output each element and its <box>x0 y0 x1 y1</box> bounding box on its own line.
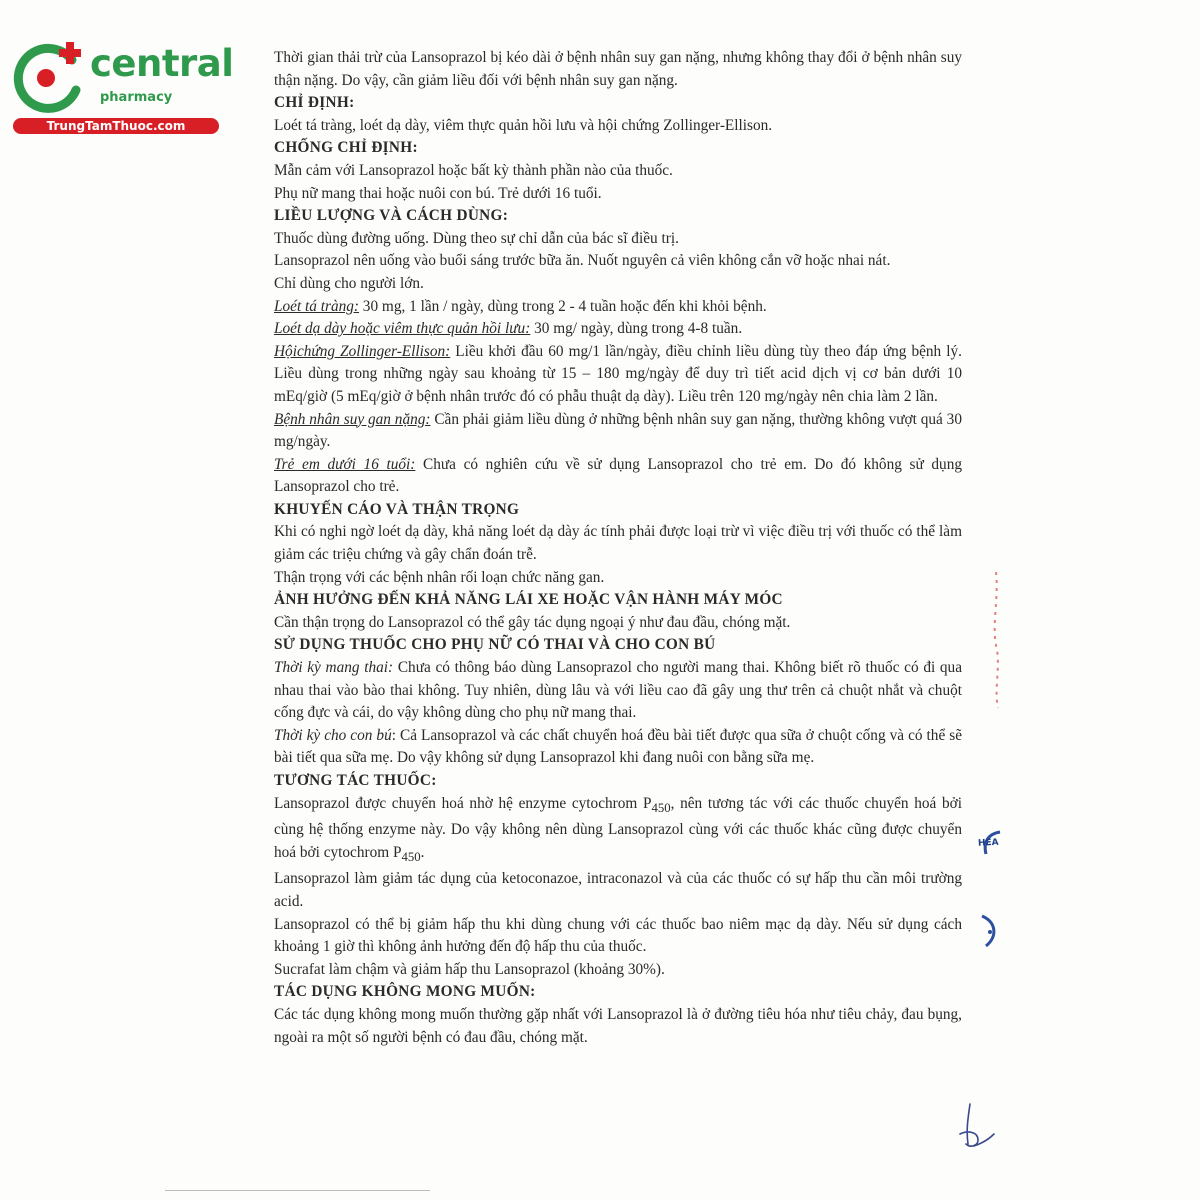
blue-stamp-text: HEA <box>977 837 999 849</box>
section-heading-dosage: LIỀU LƯỢNG VÀ CÁCH DÙNG: <box>274 207 509 225</box>
logo-banner: TrungTamThuoc.com <box>13 118 219 134</box>
driving-text: Cần thận trọng do Lansoprazol có thể gây tác dụng ngoại ý như đau đầu, chóng mặt. <box>274 613 791 631</box>
pharmacy-logo[interactable] <box>10 38 234 138</box>
dosage-item-label: Hộichứng Zollinger-Ellison: <box>274 342 451 360</box>
warnings-line: Thận trọng với các bệnh nhân rối loạn chức năng gan. <box>274 568 605 586</box>
contraindications-line: Mẫn cảm với Lansoprazol hoặc bất kỳ thành phần nào của thuốc. <box>274 161 673 179</box>
dosage-line: Thuốc dùng đường uống. Dùng theo sự chỉ dẫn của bác sĩ điều trị. <box>274 229 679 247</box>
dosage-item-label: Loét dạ dày hoặc viêm thực quản hồi lưu: <box>274 320 531 338</box>
side-effects-text: Các tác dụng không mong muốn thường gặp nhất với Lansoprazol là ở đường tiêu hóa như tiêu chảy, đau bụng, ngoài ra một số người bệnh có đau đầu, chóng mặt. <box>274 1006 962 1046</box>
interactions-paragraph <box>274 793 962 869</box>
dosage-item-text: Liều khởi đầu 60 mg/1 lần/ngày, điều chỉnh liều dùng tùy theo đáp ứng bệnh lý. Liều dùng trong những ngày sau khoảng từ 15 – 180 mg/ngày để duy trì tiết acid dịch vị cơ bản dưới 10 mEq/giờ (5 mEq/giờ ở bệnh nhân trước đó có phẫu thuật dạ dày). Liều trên 120 mg/ngày nên chia làm 2 lần. <box>274 342 962 405</box>
pregnancy-item-label: Thời kỳ cho con bú <box>274 726 392 744</box>
logo-subtitle: pharmacy <box>100 90 173 105</box>
section-heading-contraindications: CHỐNG CHỈ ĐỊNH: <box>274 139 418 157</box>
section-heading-interactions: TƯƠNG TÁC THUỐC: <box>274 772 437 789</box>
dosage-item <box>274 409 962 454</box>
pregnancy-item <box>274 725 962 770</box>
section-heading-indications: CHỈ ĐỊNH: <box>274 94 355 112</box>
dosage-item <box>274 454 962 499</box>
interactions-text: . <box>420 843 425 861</box>
pregnancy-item-text: : Cả Lansoprazol và các chất chuyển hoá đều bài tiết được qua sữa ở chuột cống và có thể sẽ bài tiết qua sữa mẹ. Do vậy không sử dụng Lansoprazol khi đang nuôi con bằng sữa mẹ. <box>274 726 962 767</box>
signature-icon <box>954 1100 998 1152</box>
interactions-text: Lansoprazol được chuyển hoá nhờ hệ enzyme cytochrom P <box>274 794 652 812</box>
dosage-line: Lansoprazol nên uống vào buổi sáng trước bữa ăn. Nuốt nguyên cả viên không cắn vỡ hoặc nhai nát. <box>274 252 891 270</box>
section-heading-warnings: KHUYẾN CÁO VÀ THẬN TRỌNG <box>274 500 520 518</box>
contraindications-line: Phụ nữ mang thai hoặc nuôi con bú. Trẻ dưới 16 tuổi. <box>274 184 602 202</box>
interactions-text: , nên tương tác với các thuốc chuyển hoá bởi cùng hệ thống enzyme này. Do vậy không nên dùng Lansoprazol cùng với các thuốc khác cũng được chuyển hoá bởi cytochrom P <box>274 794 962 861</box>
dosage-item <box>274 341 962 409</box>
red-stamp-mark-icon <box>988 570 1002 710</box>
dosage-item <box>274 318 962 341</box>
dosage-item-label: Loét tá tràng: <box>274 297 359 315</box>
dosage-item-text: Cần phải giảm liều dùng ở những bệnh nhân suy gan nặng, thường không vượt quá 30 mg/ngày. <box>274 410 962 451</box>
blue-stamp-mark-icon <box>978 912 1002 948</box>
interactions-line: Lansoprazol làm giảm tác dụng của ketoconazoe, intraconazol và của các thuốc có sự hấp thu cần môi trường acid. <box>274 870 962 911</box>
dosage-line: Chỉ dùng cho người lớn. <box>274 274 424 292</box>
intro-paragraph: Thời gian thải trừ của Lansoprazol bị kéo dài ở bệnh nhân suy gan nặng, nhưng không thay đổi ở bệnh nhân suy thận nặng. Do vậy, cần giảm liều đối với bệnh nhân suy gan nặng. <box>274 49 962 89</box>
warnings-line: Khi có nghi ngờ loét dạ dày, khả năng loét dạ dày ác tính phải được loại trừ vì việc điều trị với thuốc có thể làm giảm các triệu chứng và gây chẩn đoán trễ. <box>274 523 962 564</box>
dosage-item <box>274 296 962 319</box>
section-heading-driving: ẢNH HƯỞNG ĐẾN KHẢ NĂNG LÁI XE HOẶC VẬN HÀNH MÁY MÓC <box>274 591 783 609</box>
interactions-line: Sucrafat làm chậm và giảm hấp thu Lansoprazol (khoảng 30%). <box>274 960 665 978</box>
footer-divider <box>165 1190 430 1191</box>
dosage-item-text: 30 mg/ ngày, dùng trong 4-8 tuần. <box>530 320 743 338</box>
indications-text: Loét tá tràng, loét dạ dày, viêm thực quản hồi lưu và hội chứng Zollinger-Ellison. <box>274 116 773 134</box>
dosage-item-text: 30 mg, 1 lần / ngày, dùng trong 2 - 4 tuần hoặc đến khi khỏi bệnh. <box>358 297 767 315</box>
dosage-item-text: Chưa có nghiên cứu về sử dụng Lansoprazol cho trẻ em. Do đó không sử dụng Lansoprazol cho trẻ. <box>274 455 962 496</box>
logo-name: central <box>90 42 234 85</box>
pregnancy-item <box>274 657 962 725</box>
pregnancy-item-label: Thời kỳ mang thai: <box>274 659 394 677</box>
document-body <box>274 47 962 1049</box>
interactions-line: Lansoprazol có thể bị giảm hấp thu khi dùng chung với các thuốc bao niêm mạc dạ dày. Nếu sử dụng cách khoảng 1 giờ thì không ảnh hưởng đến độ hấp thu của thuốc. <box>274 915 962 956</box>
dosage-item-label: Bệnh nhân suy gan nặng: <box>274 410 431 428</box>
subscript: 450 <box>401 849 421 864</box>
section-heading-pregnancy: SỬ DỤNG THUỐC CHO PHỤ NỮ CÓ THAI VÀ CHO CON BÚ <box>274 636 716 654</box>
dosage-item-label: Trẻ em dưới 16 tuổi: <box>274 455 416 473</box>
section-heading-side-effects: TÁC DỤNG KHÔNG MONG MUỐN: <box>274 983 536 1001</box>
pregnancy-item-text: Chưa có thông báo dùng Lansoprazol cho người mang thai. Không biết rõ thuốc có đi qua nhau thai vào bào thai không. Tuy nhiên, dùng lâu và với liều cao đã gây ung thư trên cả chuột nhắt và chuột cống đực và cái, do vậy không dùng cho phụ nữ mang thai. <box>274 659 962 722</box>
central-pharmacy-logo-icon <box>10 38 88 116</box>
subscript: 450 <box>651 800 671 815</box>
